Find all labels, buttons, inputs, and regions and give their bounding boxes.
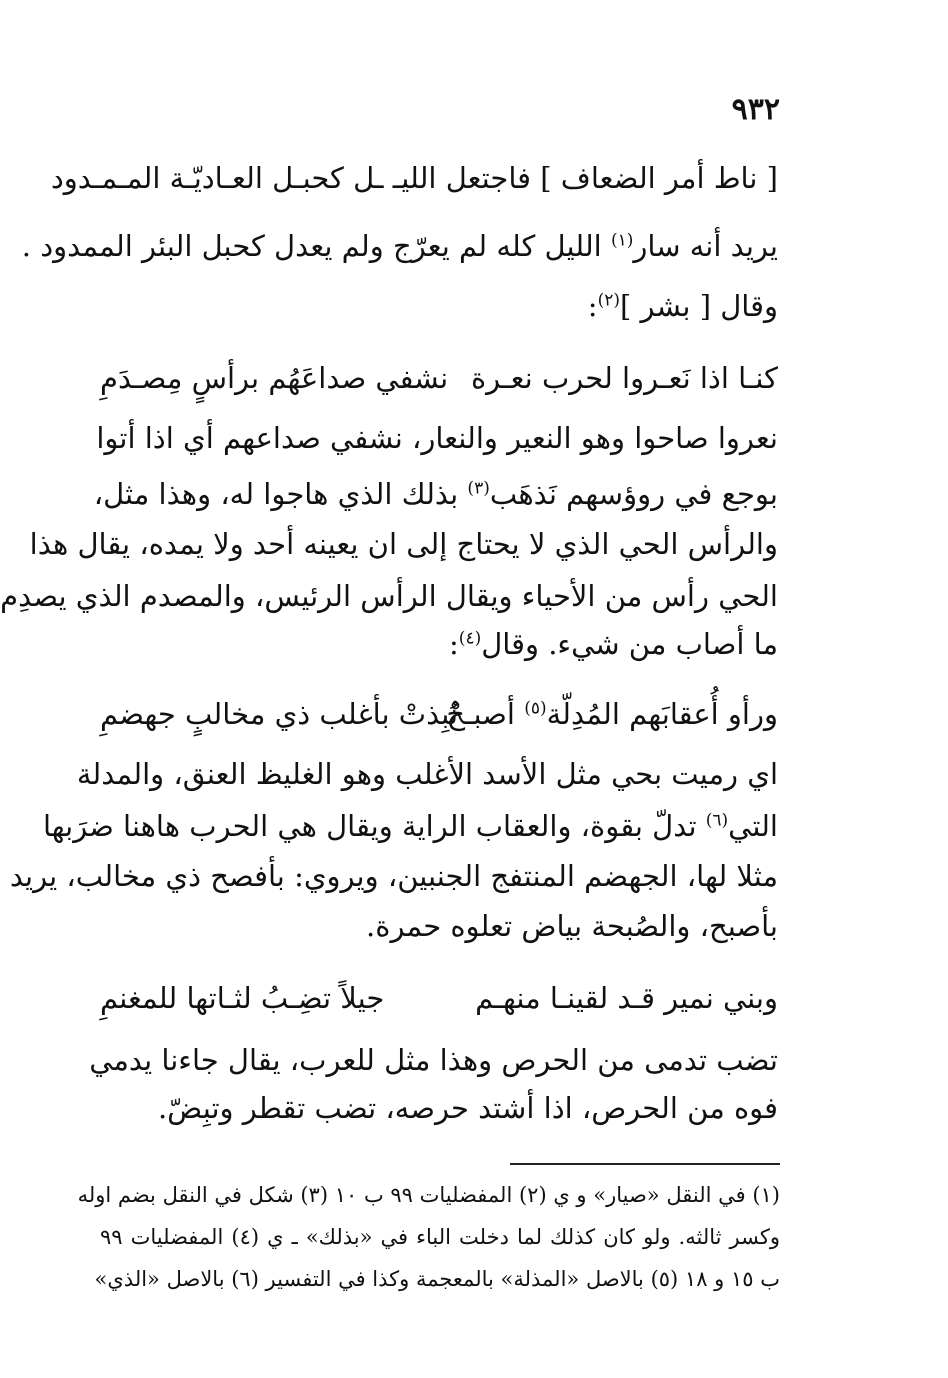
footnote-line-3: ب ١٥ و ١٨ (٥) بالاصل «المذلة» بالمعجمة وكذا في التفسير (٦) بالاصل «الذي»	[94, 1267, 780, 1291]
commentary-line-9: مثلا لها، الجهضم المنتفج الجنبين، ويروي: بأفصح ذي مخالب، يريد	[9, 859, 778, 893]
commentary-line-12: فوه من الحرص، اذا أشتد حرصه، تضب تقطر وتبِضّ.	[157, 1091, 778, 1125]
text-segment: الليل كله لم يعرّج ولم يعدل كحبل البئر الممدود .	[21, 229, 611, 263]
text-segment: وقال [ بشر ]	[620, 289, 778, 323]
verse-4-first-hemistich: وبني نمير قـد لقينـا منهـم	[475, 981, 778, 1015]
footnote-marker-6: (٦)	[705, 810, 729, 831]
footnote-marker-5: (٥)	[524, 698, 547, 719]
text-segment: ما أصاب من شيء. وقال	[481, 627, 778, 661]
footnote-marker-4: (٤)	[458, 628, 482, 649]
verse-3-first-hemistich	[446, 694, 778, 734]
commentary-line-11: تضب تدمى من الحرص وهذا مثل للعرب، يقال جاءنا يدمي	[89, 1043, 778, 1077]
text-segment: ورأو أُعقابَهم المُدِلّة	[546, 697, 778, 731]
verse-2-first-hemistich: كنـا اذا نَعـروا لحرب نعـرة	[470, 361, 778, 395]
footnote-marker-3: (٣)	[467, 478, 490, 499]
commentary-line-5: الحي رأس من الأحياء ويقال الرأس الرئيس، والمصدم الذي يصدِم	[0, 579, 778, 613]
text-segment: بوجع في روؤسهم نَذهَب	[489, 477, 778, 511]
commentary-line-2: نعروا صاحوا وهو النعير والنعار، نشفي صداعهم أي اذا أتوا	[96, 421, 778, 455]
commentary-line-4: والرأس الحي الذي لا يحتاج إلى ان يعينه أحد ولا يمده، يقال هذا	[29, 527, 778, 561]
verse-4	[100, 978, 778, 1018]
text-segment: بذلك الذي هاجوا له، وهذا مثل،	[93, 477, 468, 511]
text-segment: :	[587, 289, 598, 323]
footnote-separator	[510, 1163, 780, 1165]
commentary-line-7: اي رميت بحي مثل الأسد الأغلب وهو الغليظ العنق، والمدلة	[76, 757, 778, 791]
text-segment: التي	[728, 809, 778, 843]
footnote-marker-2: (٢)	[597, 290, 620, 311]
verse-2-second-hemistich: نشفي صداعَهُم برأسٍ مِصـدَمِ	[100, 361, 449, 395]
verse-3-second-hemistich: نُبِذتْ بأغلب ذي مخالبٍ جهضمِ	[100, 697, 459, 731]
text-segment: تدلّ بقوة، والعقاب الراية ويقال هي الحرب هاهنا ضرَبها	[42, 809, 706, 843]
commentary-line-6	[100, 624, 778, 664]
footnote-marker-1: (١)	[610, 230, 634, 251]
text-segment: أصبـحْ	[446, 697, 525, 731]
verse-4-second-hemistich: جيلاً تضِـبُ لثـاتها للمغنمِ	[100, 981, 385, 1015]
commentary-line-10: بأصبح، والصُبحة بياض تعلوه حمرة.	[366, 909, 778, 943]
page-number: ٩٣٢	[731, 92, 780, 127]
footnote-line-1: (١) في النقل «صيار» و ي (٢) المفضليات ٩٩ ب ١٠ (٣) شكل في النقل بضم اوله	[77, 1183, 780, 1207]
footnote-line-2: وكسر ثالثه. ولو كان كذلك لما دخلت الباء في «بذلك» ـ ي (٤) المفضليات ٩٩	[100, 1225, 780, 1249]
commentary-line-3	[93, 474, 778, 514]
text-segment: يريد أنه سار	[633, 229, 778, 263]
verse-2	[100, 358, 778, 398]
commentary-line-1	[21, 226, 778, 266]
introduction-line-1	[100, 286, 778, 326]
verse-3	[100, 694, 778, 734]
commentary-line-8	[42, 806, 778, 846]
verse-line-1: [ ناط أمر الضعاف ] فاجتعل الليـ ـل كحبـل العـاديّـة المـمـدود	[50, 161, 778, 195]
text-segment: :	[449, 627, 459, 661]
